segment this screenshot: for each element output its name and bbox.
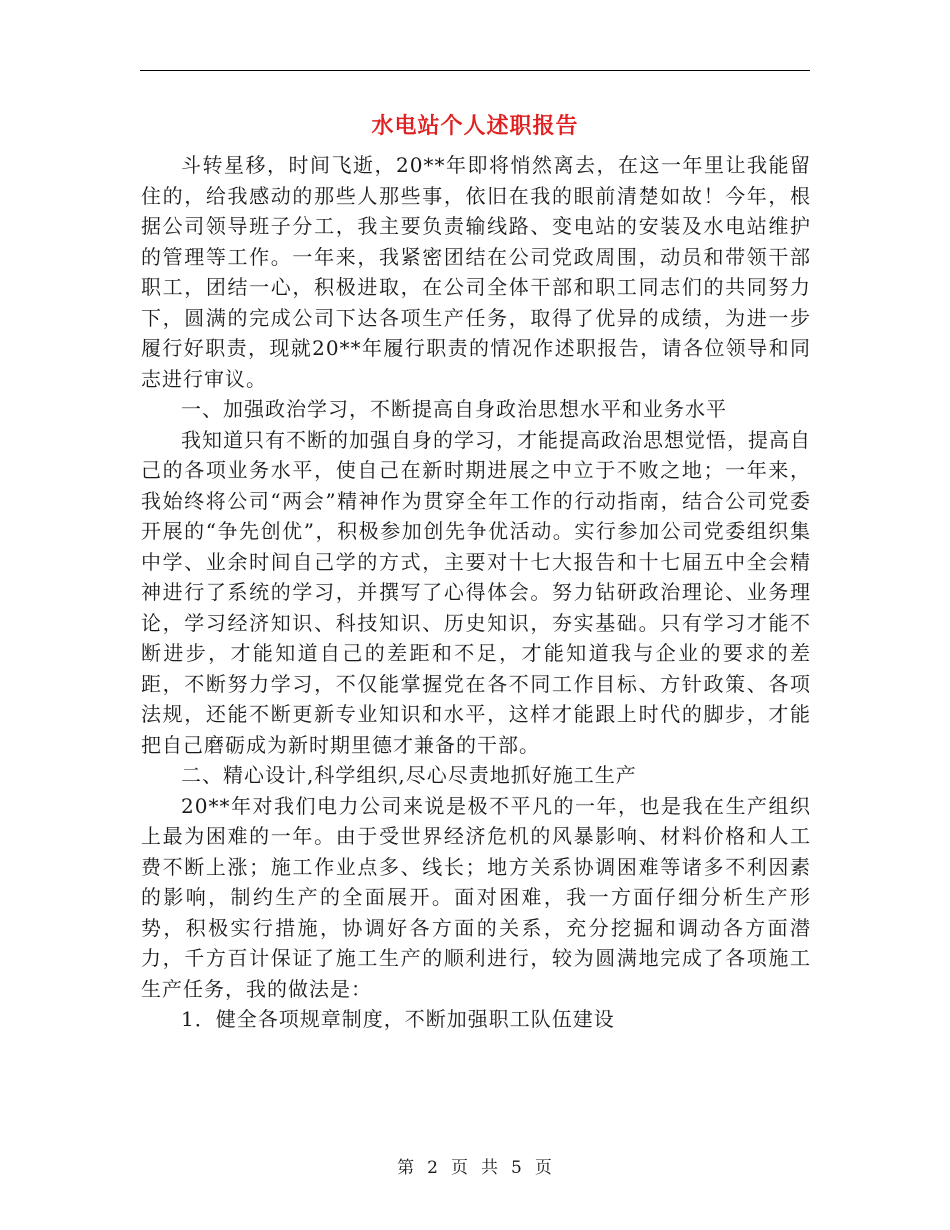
footer-current-page: 2 (427, 1158, 439, 1178)
footer-page-label: 第 (397, 1158, 416, 1178)
section-1-paragraph: 我知道只有不断的加强自身的学习，才能提高政治思想觉悟，提高自己的各项业务水平，使自己在新时期进展之中立于不败之地；一年来，我始终将公司“两会”精神作为贯穿全年工作的行动指南，结合公司党委开展的“争先创优”，积极参加创先争优活动。实行参加公司党委组织集中学、业余时间自己学的方式，主要对十七大报告和十七届五中全会精神进行了系统的学习，并撰写了心得体会。努力钻研政治理论、业务理论，学习经济知识、科技知识、历史知识，夯实基础。只有学习才能不断进步，才能知道自己的差距和不足，才能知道我与企业的要求的差距，不断努力学习，不仅能掌握党在各不同工作目标、方针政策、各项法规，还能不断更新专业知识和水平，这样才能跟上时代的脚步，才能把自己磨砺成为新时期里德才兼备的干部。 (141, 427, 811, 757)
footer-total-label: 共 (481, 1158, 499, 1178)
document-body (141, 150, 811, 1035)
document-title: 水电站个人述职报告 (371, 113, 579, 139)
subsection-heading-1: 1．健全各项规章制度，不断加强职工队伍建设 (181, 1007, 615, 1031)
header-rule (140, 70, 810, 71)
page-footer (0, 1153, 950, 1178)
intro-paragraph: 斗转星移，时间飞逝，20**年即将悄然离去，在这一年里让我能留住的，给我感动的那些人那些事，依旧在我的眼前清楚如故！今年，根据公司领导班子分工，我主要负责输线路、变电站的安装及水电站维护的管理等工作。一年来，我紧密团结在公司党政周围，动员和带领干部职工，团结一心，积极进取，在公司全体干部和职工同志们的共同努力下，圆满的完成公司下达各项生产任务，取得了优异的成绩，为进一步履行好职责，现就20**年履行职责的情况作述职报告，请各位领导和同志进行审议。 (141, 153, 811, 391)
section-2-paragraph: 20**年对我们电力公司来说是极不平凡的一年，也是我在生产组织上最为困难的一年。由于受世界经济危机的风暴影响、材料价格和人工费不断上涨；施工作业点多、线长；地方关系协调困难等诸多不利因素的影响，制约生产的全面展开。面对困难，我一方面仔细分析生产形势，积极实行措施，协调好各方面的关系，充分挖掘和调动各方面潜力，千方百计保证了施工生产的顺利进行，较为圆满地完成了各项施工生产任务，我的做法是： (141, 793, 811, 1001)
section-heading-1: 一、加强政治学习，不断提高自身政治思想水平和业务水平 (181, 397, 727, 421)
footer-total-unit: 页 (534, 1158, 553, 1178)
footer-page-unit: 页 (451, 1158, 469, 1178)
section-heading-2: 二、精心设计,科学组织,尽心尽责地抓好施工生产 (181, 763, 637, 787)
footer-total-pages: 5 (511, 1158, 523, 1178)
